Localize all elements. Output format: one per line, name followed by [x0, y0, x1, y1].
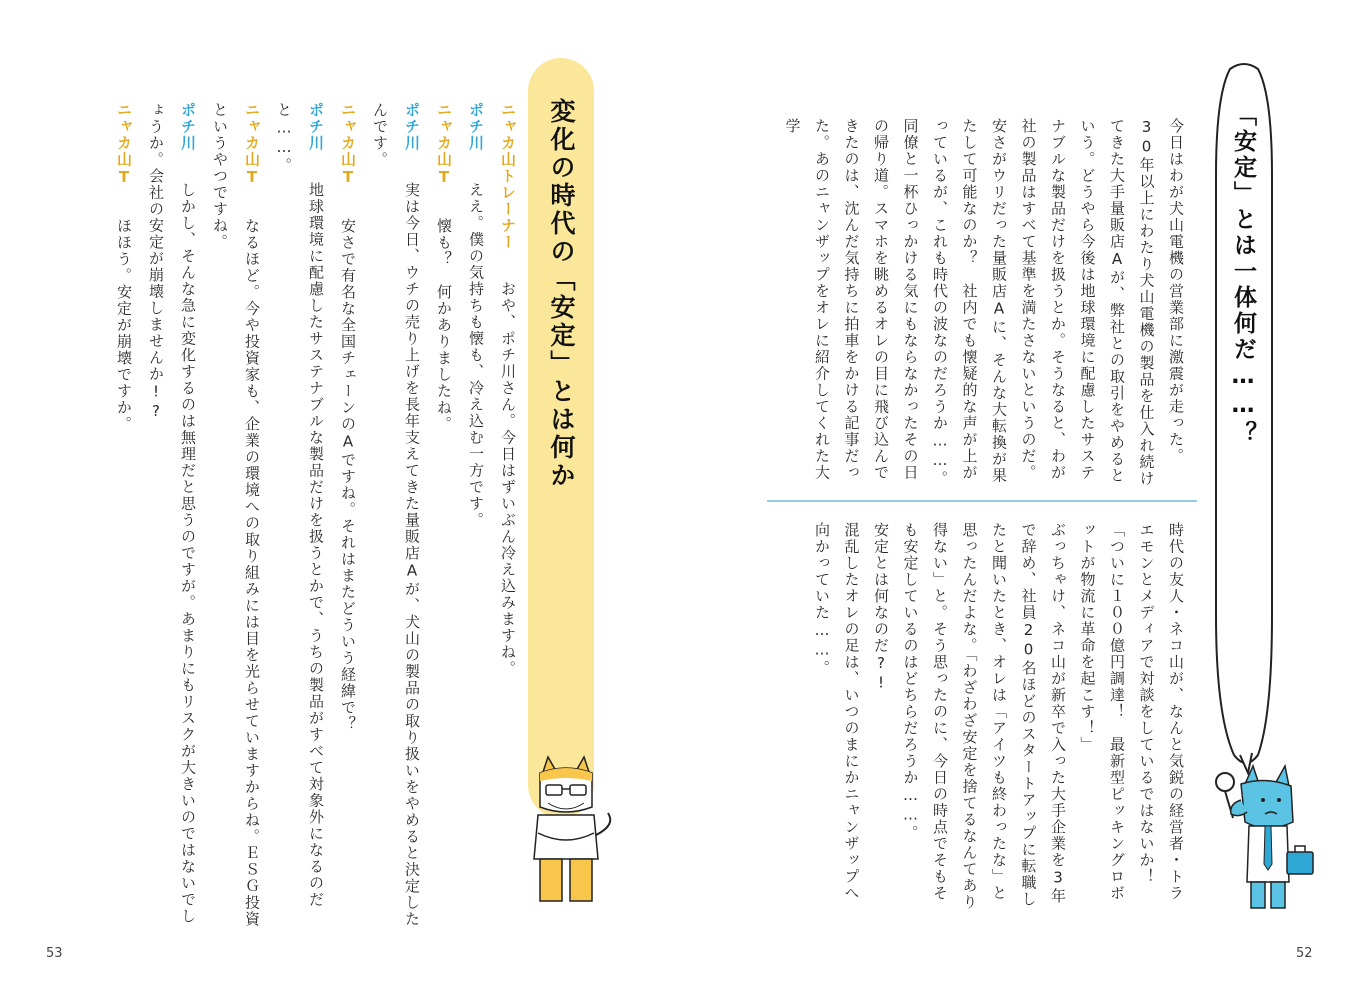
top-narrative-block: [765, 118, 1190, 490]
page-number-right: 52: [1296, 946, 1313, 961]
narrative-paragraph: 今日はわが犬山電機の営業部に激震が走った。: [1167, 118, 1185, 465]
dialogue-text: 安さで有名な全国チェーンのAですね。それはまたどういう経緯で？: [339, 218, 357, 733]
bottom-narrative-block: [765, 522, 1190, 912]
speech-bubble: [1210, 55, 1278, 755]
page-title: 「安定」とは一体何だ……？: [1230, 103, 1256, 447]
speaker-name: ポチ川: [179, 102, 197, 152]
dialogue-text: ええ。僕の気持ちも懐も、冷え込む一方です。: [467, 182, 485, 529]
dialogue-line: [108, 102, 140, 932]
speaker-name: ニャカ山T: [243, 102, 261, 188]
dialogue-text: しかし、そんな急に変化するのは無理だと思うのですが。あまりにもリスクが大きいのではないでしょうか。会社の安定が崩壊しませんか!?: [147, 102, 197, 925]
speaker-name: ポチ川: [403, 102, 421, 152]
narrative-paragraph: 安定とは何なのだ?!: [872, 522, 890, 693]
narrative-paragraph: 混乱したオレの足は、いつのまにかニャンザップへ向かっていた……。: [813, 522, 861, 902]
dialogue-text: 実は今日、ウチの売り上げを長年支えてきた量販店Aが、犬山の製品の取り扱いをやめると決定したんです。: [371, 102, 421, 928]
dialogue-line: [460, 102, 492, 932]
dialogue-line: [332, 102, 364, 932]
speaker-name: ニャカ山トレーナー: [499, 102, 517, 251]
narrative-paragraph: 30年以上にわたり犬山電機の製品を仕入れ続けてきた大手量販店Aが、弊社との取引をやめるという。どうやら今後は地球環境に配慮したサステナブルな製品だけを扱うとか。そうなると、わが社の製品はすべて基準を満たさないというのだ。: [1019, 118, 1156, 487]
dialogue-text: なるほど。今や投資家も、企業の環境への取り組みには目を光らせていますからね。ＥＳＧ投資というやつですね。: [211, 102, 261, 928]
page-number-left: 53: [46, 946, 63, 961]
speaker-name: ニャカ山T: [115, 102, 133, 188]
speaker-name: ニャカ山T: [435, 102, 453, 188]
narrative-paragraph: 安さがウリだった量販店Aに、そんな大転換が果たして可能なのか？ 社内でも懐疑的な声が上がっているが、これも時代の波なのだろうか……。: [931, 118, 1008, 487]
worried-dog-salaryman-icon: [1205, 760, 1325, 910]
dialogue-text: ほほう。安定が崩壊ですか。: [115, 218, 133, 433]
dialogue-text: おや、ポチ川さん。今日はずいぶん冷え込みますね。: [499, 281, 517, 677]
dialogue-line: [428, 102, 460, 932]
cat-trainer-icon: [520, 755, 620, 905]
narrative-paragraph: ぶっちゃけ、ネコ山が新卒で入った大手企業を3年で辞め、社員20名ほどのスタートアップに転職したと聞いたとき、オレは「アイツも終わったな」と思ったんだよな。「わざわざ安定を捨てるなんてあり得ない」と。そう思ったのに、今日の時点でそもそも安定しているのはどちらだろうか……。: [901, 522, 1067, 911]
dialogue-line: [364, 102, 428, 932]
narrative-paragraph: 同僚と一杯ひっかける気にもならなかったその日の帰り道。スマホを眺めるオレの目に飛び込んできたのは、沈んだ気持ちに拍車をかける記事だった。あのニャンザップをオレに紹介してくれた大学: [783, 118, 920, 481]
dialogue-line: [140, 102, 204, 932]
narrative-paragraph: 「ついに１００億円調達！ 最新型ピッキングロボットが物流に革命を起こす！」: [1078, 522, 1126, 902]
dialogue-line: [204, 102, 268, 932]
dialogue-text: 地球環境に配慮したサステナブルな製品だけを扱うとかで、うちの製品がすべて対象外になるのだと……。: [275, 102, 325, 908]
dialogue-text: 懐も？ 何かありましたね。: [435, 218, 453, 433]
speaker-name: ポチ川: [307, 102, 325, 152]
dialogue-line: [268, 102, 332, 932]
speaker-name: ポチ川: [467, 102, 485, 152]
speaker-name: ニャカ山T: [339, 102, 357, 188]
narrative-paragraph: 時代の友人・ネコ山が、なんと気鋭の経営者・トラエモンとメディアで対談をしているではないか！: [1137, 522, 1185, 902]
dialogue-line: [492, 102, 524, 932]
dialogue-block: [84, 102, 524, 932]
heading-banner: [528, 58, 594, 818]
section-heading: 変化の時代の「安定」とは何か: [547, 98, 576, 490]
section-divider: [767, 500, 1197, 502]
